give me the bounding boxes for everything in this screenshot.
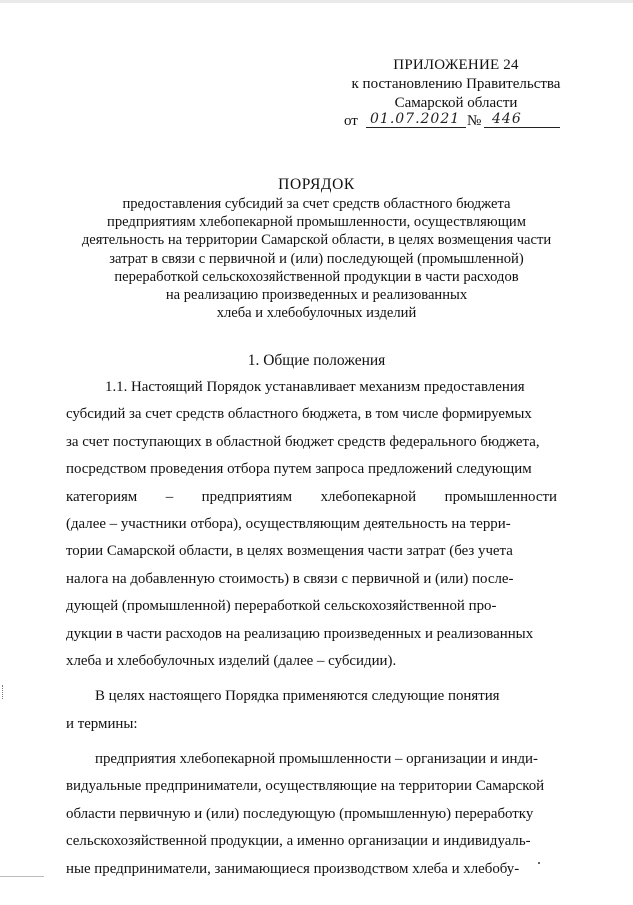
body-line: посредством проведения отбора путем запроса предложений следующим (66, 461, 532, 478)
body-line: хлеба и хлебобулочных изделий (далее – субсидии). (66, 652, 397, 669)
subtitle-line: предприятиям хлебопекарной промышленности, осуществляющим (107, 214, 526, 231)
paragraph-gap (66, 738, 557, 746)
annex-region: Самарской области (394, 95, 518, 111)
body-line: за счет поступающих в областной бюджет средств федерального бюджета, (66, 433, 540, 450)
body-line-justified (66, 484, 557, 511)
word: промышленности (444, 488, 557, 505)
annex-reference-line (344, 111, 574, 131)
subtitle-line: хлеба и хлебобулочных изделий (216, 305, 417, 322)
number-prefix: № (467, 113, 482, 129)
body-line: тории Самарской области, в целях возмещения части затрат (без учета (66, 543, 513, 560)
body-line: налога на добавленную стоимость) в связи с первичной и (или) после- (66, 570, 514, 587)
paragraph-gap (66, 675, 557, 683)
document-heading: ПОРЯДОК (278, 176, 355, 193)
body-line: субсидий за счет средств областного бюджета, в том числе формируемых (66, 406, 532, 423)
body-line: предприятия хлебопекарной промышленности – организации и инди- (95, 751, 538, 768)
annex-number: ПРИЛОЖЕНИЕ 24 (393, 57, 519, 73)
body-line: дукции в части расходов на реализацию произведенных и реализованных (66, 625, 534, 642)
body-line: области первичную и (или) последующую (промышленную) переработку (66, 805, 534, 822)
word: – (165, 488, 174, 505)
subtitle-line: предоставления субсидий за счет средств областного бюджета (122, 196, 511, 212)
body-line: и термины: (66, 715, 138, 732)
subtitle-line: на реализацию произведенных и реализованных (165, 287, 468, 304)
body-line: ные предприниматели, занимающиеся производством хлеба и хлебобу- (66, 860, 520, 877)
body-line-text: 1.1. Настоящий Порядок устанавливает механизм предоставления (105, 379, 525, 395)
annex-to-resolution: к постановлению Правительства (351, 76, 561, 92)
body-line: В целях настоящего Порядка применяются следующие понятия (95, 688, 500, 705)
scan-edge-top (0, 0, 633, 3)
scan-edge-bottom (0, 876, 44, 877)
subtitle-line: переработкой сельскохозяйственной продукции в части расходов (114, 268, 519, 285)
word: категориям (66, 488, 138, 505)
section-title: 1. Общие положения (247, 352, 386, 369)
handwritten-number: 446 (492, 111, 522, 127)
document-subtitle (80, 195, 553, 322)
word: хлебопекарной (320, 488, 417, 505)
subtitle-line: деятельность на территории Самарской области, в целях возмещения части (81, 232, 552, 249)
document-body (66, 374, 557, 883)
subtitle-line: затрат в связи с первичной и (или) последующей (промышленной) (109, 250, 524, 267)
number-underline (484, 127, 560, 128)
body-line: дующей (промышленной) переработкой сельскохозяйственной про- (66, 598, 497, 615)
body-line: видуальные предприниматели, осуществляющие на территории Самарской (66, 778, 545, 795)
body-line: (далее – участники отбора), осуществляющим деятельность на терри- (66, 515, 511, 532)
date-underline (366, 127, 466, 128)
body-line: сельскохозяйственной продукции, а именно организации и индивидуаль- (66, 833, 531, 850)
date-prefix: от (344, 113, 358, 129)
annex-block (336, 56, 576, 129)
word: предприятиям (201, 488, 293, 505)
scan-artifact-left (2, 685, 5, 699)
body-line (66, 374, 557, 401)
handwritten-date: 01.07.2021 (370, 111, 461, 127)
